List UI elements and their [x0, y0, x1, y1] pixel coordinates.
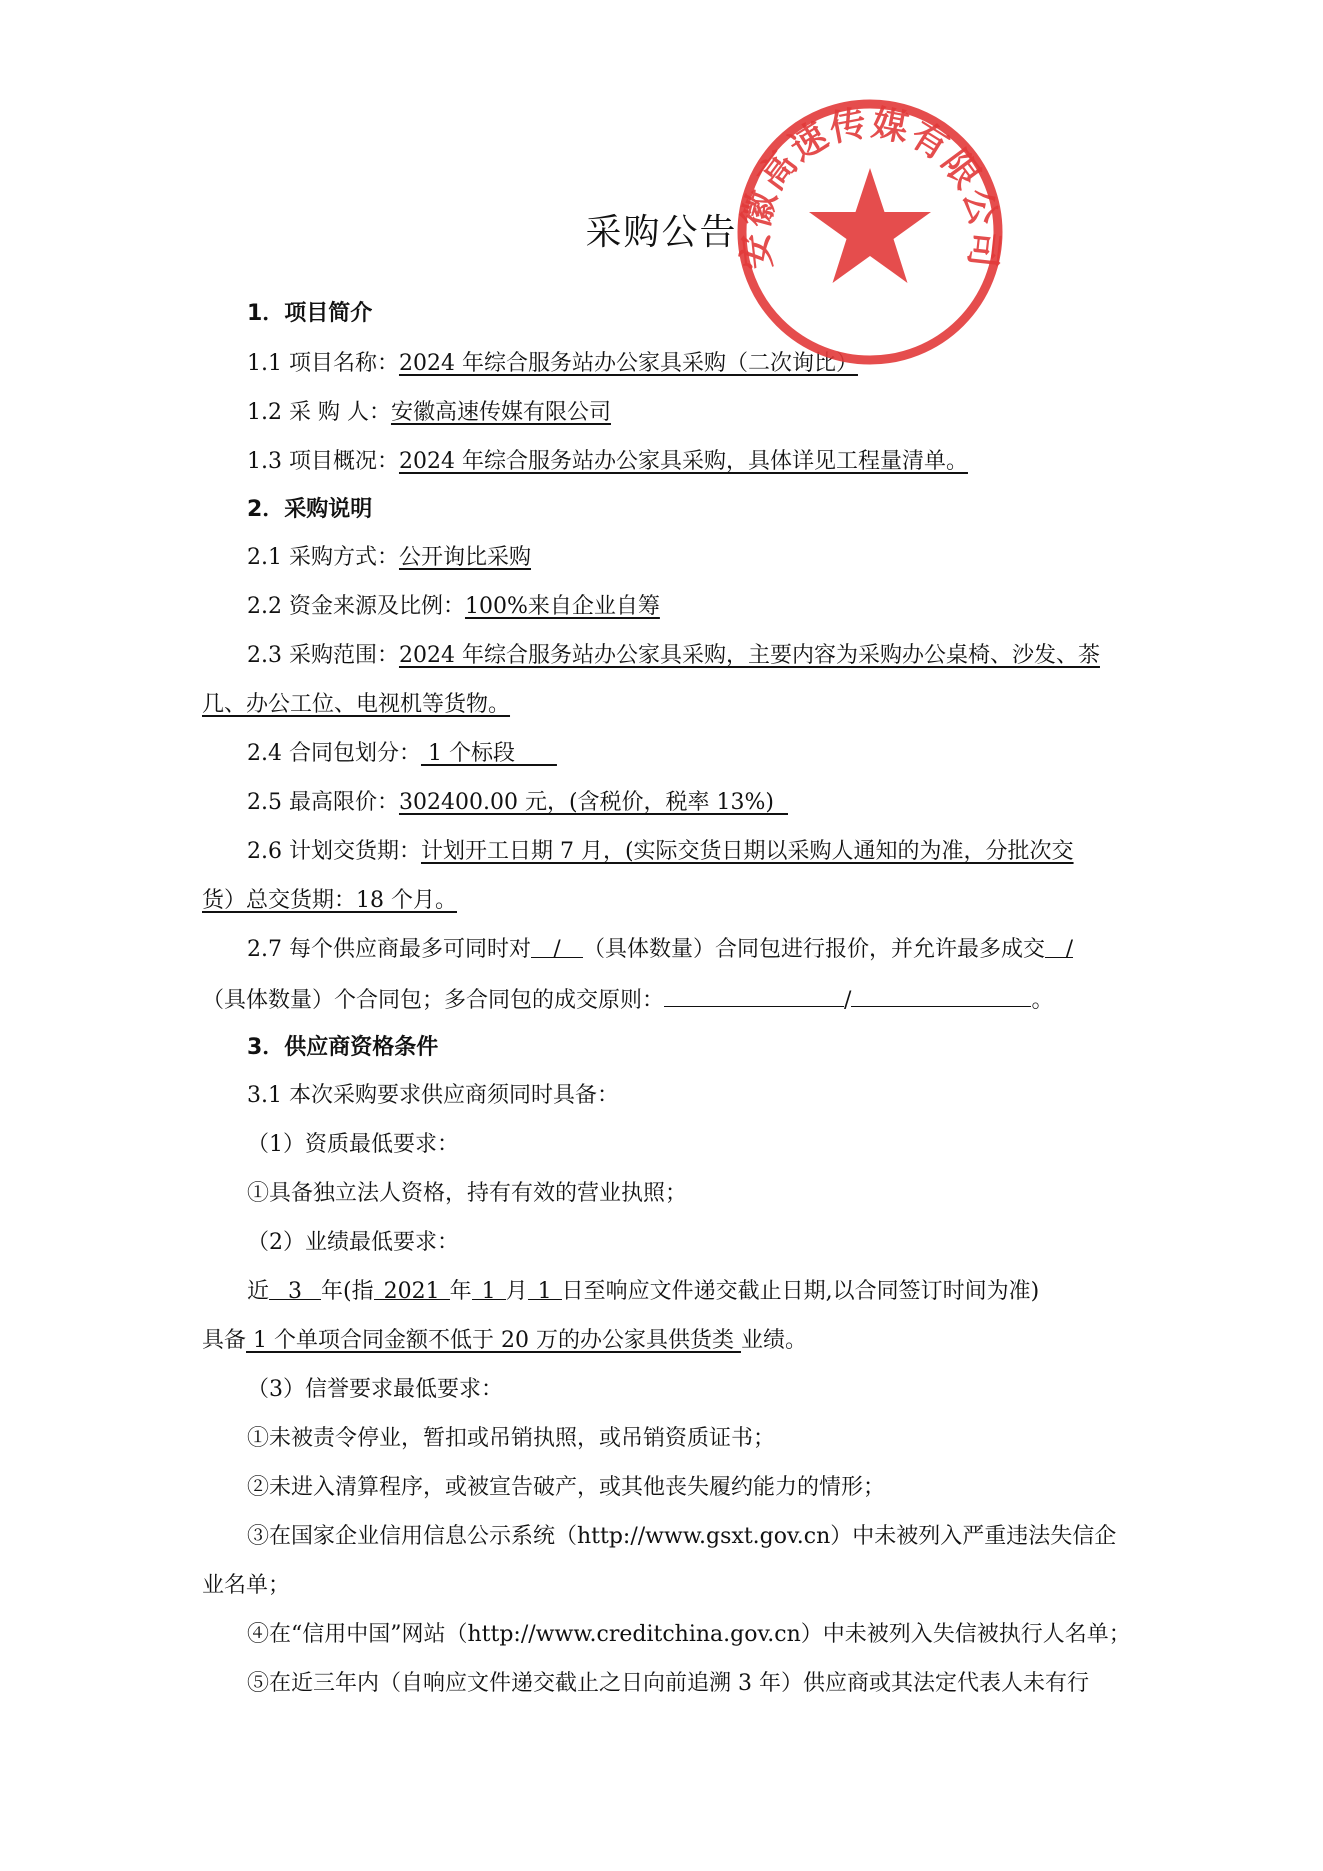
item-2-1: 2.1 采购方式：公开询比采购 [247, 545, 531, 570]
requirement-performance-cont: 具备 1 个单项合同金额不低于 20 万的办公家具供货类 业绩。 [202, 1328, 807, 1353]
seal-text: 安徽高速传媒有限公司 [734, 102, 1006, 272]
item-2-3: 2.3 采购范围：2024 年综合服务站办公家具采购，主要内容为采购办公桌椅、沙发、茶 [247, 643, 1100, 668]
section-heading-1: 1．项目简介 [247, 301, 373, 326]
requirement-performance-heading: （2）业绩最低要求： [247, 1230, 459, 1255]
requirement-credit-1: ①未被责令停业，暂扣或吊销执照，或吊销资质证书； [247, 1426, 776, 1451]
item-2-6-cont: 货）总交货期：18 个月。 [202, 888, 457, 913]
item-1-3: 1.3 项目概况：2024 年综合服务站办公家具采购，具体详见工程量清单。 [247, 449, 968, 474]
item-1-2: 1.2 采 购 人：安徽高速传媒有限公司 [247, 400, 611, 425]
requirement-qualification-1: ①具备独立法人资格，持有有效的营业执照； [247, 1181, 688, 1206]
section-heading-2: 2．采购说明 [247, 497, 373, 522]
item-2-7-cont: （具体数量）个合同包；多合同包的成交原则： / 。 [202, 984, 1053, 1016]
requirement-credit-3-cont: 业名单； [202, 1573, 291, 1598]
company-seal [734, 96, 1006, 368]
item-2-5: 2.5 最高限价：302400.00 元，(含税价，税率 13%) [247, 790, 788, 815]
requirement-credit-3: ③在国家企业信用信息公示系统（http://www.gsxt.gov.cn）中未被列入严重违法失信企 [247, 1524, 1117, 1549]
item-2-7: 2.7 每个供应商最多可同时对 / （具体数量）合同包进行报价，并允许最多成交 / [247, 937, 1073, 962]
requirement-qualification-heading: （1）资质最低要求： [247, 1132, 459, 1157]
star-icon [809, 168, 931, 283]
item-1-1: 1.1 项目名称：2024 年综合服务站办公家具采购（二次询比） [247, 351, 858, 376]
item-2-6: 2.6 计划交货期：计划开工日期 7 月，(实际交货日期以采购人通知的为准，分批次交 [247, 839, 1074, 864]
requirement-performance-line: 近 3 年(指 2021 年 1 月 1 日至响应文件递交截止日期,以合同签订时间为准) [247, 1279, 1040, 1304]
item-2-4: 2.4 合同包划分： 1 个标段 [247, 741, 557, 766]
requirement-credit-2: ②未进入清算程序，或被宣告破产，或其他丧失履约能力的情形； [247, 1475, 886, 1500]
item-2-3-cont: 几、办公工位、电视机等货物。 [202, 692, 511, 717]
requirement-credit-5: ⑤在近三年内（自响应文件递交截止之日向前追溯 3 年）供应商或其法定代表人未有行 [247, 1671, 1089, 1696]
page-title: 采购公告 [585, 212, 738, 253]
item-2-2: 2.2 资金来源及比例：100%来自企业自筹 [247, 594, 660, 619]
section-heading-3: 3．供应商资格条件 [247, 1035, 439, 1060]
requirement-credit-heading: （3）信誉要求最低要求： [247, 1377, 503, 1402]
item-3-1: 3.1 本次采购要求供应商须同时具备： [247, 1083, 619, 1108]
requirement-credit-4: ④在“信用中国”网站（http://www.creditchina.gov.cn）中未被列入失信被执行人名单； [247, 1622, 1131, 1647]
